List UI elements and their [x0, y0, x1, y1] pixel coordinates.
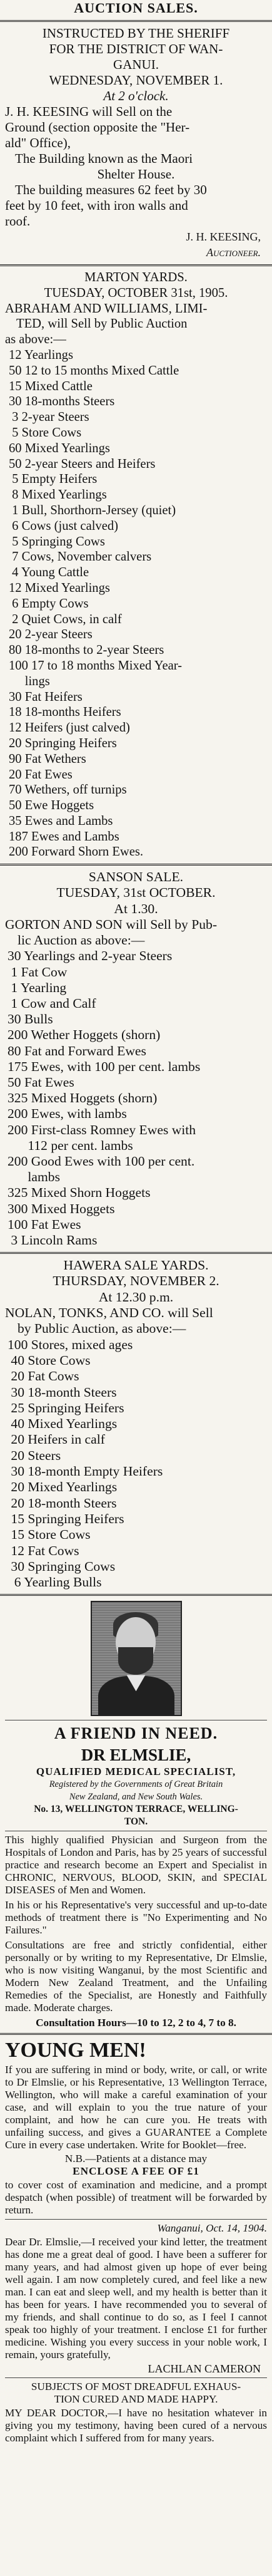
- hawera-intro: NOLAN, TONKS, AND CO. will Sell: [5, 1305, 213, 1321]
- sheriff-body: feet by 10 feet, with iron walls and: [5, 198, 188, 213]
- portrait-image: [91, 1601, 182, 1716]
- hawera-item: 6 Yearling Bulls: [8, 1575, 102, 1590]
- doctor-name: DR ELMSLIE,: [81, 1746, 191, 1765]
- divider: [5, 2219, 267, 2220]
- sheriff-body: J. H. KEESING will Sell on the: [5, 104, 173, 119]
- doctor-registration: Registered by the Governments of Great Britain: [49, 1779, 223, 1790]
- sanson-item: 3 Lincoln Rams: [8, 1232, 98, 1248]
- hawera-list: [5, 1337, 267, 1591]
- divider: [0, 2033, 272, 2035]
- sheriff-body: Shelter House.: [97, 167, 175, 182]
- signature: J. H. KEESING,: [186, 230, 261, 243]
- young-men-note: N.B.—Patients at a distance may: [64, 2153, 208, 2165]
- hawera-item: 20 Steers: [8, 1447, 61, 1463]
- marton-item: 12 Yearlings: [9, 348, 73, 362]
- marton-item: 15 Mixed Cattle: [9, 379, 93, 393]
- marton-item: lings: [9, 674, 50, 688]
- marton-item: 18 18-months Heifers: [9, 705, 121, 720]
- testimonial-letter: MY DEAR DOCTOR,—I have no hesitation whatever in giving you my testimony, having been cured of a nervous complaint which I suffered from for many years.: [5, 2407, 267, 2444]
- young-men-paragraph: to cover cost of examination and medicine, and a prompt despatch (when possible) of treatment will be forwarded by return.: [5, 2179, 267, 2216]
- marton-intro: as above:—: [5, 333, 66, 347]
- sanson-title: SANSON SALE.: [88, 869, 184, 885]
- sanson-item: 112 per cent. lambs: [8, 1137, 133, 1153]
- sanson-item: 200 Wether Hoggets (shorn): [8, 1027, 161, 1043]
- sanson-item: 1 Fat Cow: [8, 964, 68, 980]
- hawera-time: At 12.30 p.m.: [98, 1289, 174, 1305]
- marton-item: 60 Mixed Yearlings: [9, 441, 110, 455]
- marton-date: TUESDAY, OCTOBER 31st, 1905.: [44, 286, 228, 300]
- doctor-ad: [0, 1720, 272, 2029]
- young-men-paragraph: If you are suffering in mind or body, write, or call, or write to Dr Elmslie, or his Representative, 13 Wellington Terrace, Wellington, who will make a careful examination of your case, and will explain to you the true nature of your complaint, and how he can cure you. He treats with unfailing success, and gives a GUARANTEE a Complete Cure in every case undertaken. Write for Booklet—free.: [5, 2064, 267, 2151]
- hawera-item: 30 18-month Empty Heifers: [8, 1464, 163, 1479]
- sheriff-title: INSTRUCTED BY THE SHERIFF: [42, 26, 230, 41]
- marton-intro: TED, will Sell by Public Auction: [16, 317, 188, 331]
- marton-item: 200 Forward Shorn Ewes.: [9, 845, 144, 859]
- marton-item: 20 Fat Ewes: [9, 767, 73, 782]
- marton-item: 8 Mixed Yearlings: [9, 488, 107, 502]
- sheriff-body: The building measures 62 feet by 30: [15, 182, 207, 197]
- sanson-sale: [0, 869, 272, 1248]
- marton-item: 3 2-year Steers: [9, 410, 89, 425]
- doctor-qualifications: QUALIFIED MEDICAL SPECIALIST,: [36, 1766, 236, 1778]
- marton-item: 20 Springing Heifers: [9, 736, 117, 750]
- masthead: AUCTION SALES.: [74, 0, 198, 16]
- sanson-item: lambs: [8, 1169, 60, 1185]
- divider: [0, 264, 272, 266]
- subjects-heading: TION CURED AND MADE HAPPY.: [54, 2393, 218, 2406]
- hawera-item: 100 Stores, mixed ages: [8, 1337, 133, 1352]
- testimonial-letter: Dear Dr. Elmslie,—I received your kind letter, the treatment has done me a great deal of good. I have been a sufferer for many years, and had almost given up hope of ever being well again. I am now completely cured, and feel like a new man. I can eat and sleep well, and my health is better than it has been for years. I have recommended you to several of my friends, and shall continue to do so, as I feel I cannot speak too highly of your treatment. I enclose £1 for further medicine. Wishing you every success in your noble work, I remain, yours gratefully,: [5, 2236, 267, 2361]
- sheriff-sale: [0, 26, 272, 261]
- divider: [0, 1252, 272, 1254]
- hawera-item: 20 Mixed Yearlings: [8, 1479, 118, 1495]
- marton-item: 90 Fat Wethers: [9, 752, 86, 766]
- sanson-item: 200 First-class Romney Ewes with: [8, 1122, 196, 1137]
- marton-item: 5 Empty Heifers: [9, 472, 98, 487]
- sheriff-title: FOR THE DISTRICT OF WAN-: [49, 41, 223, 56]
- hawera-date: THURSDAY, NOVEMBER 2.: [53, 1273, 219, 1289]
- hawera-intro: by Public Auction, as above:—: [18, 1321, 186, 1337]
- marton-item: 50 12 to 15 months Mixed Cattle: [9, 363, 179, 378]
- subjects-heading: SUBJECTS OF MOST DREADFUL EXHAUS-: [31, 2381, 241, 2393]
- hawera-item: 15 Store Cows: [8, 1527, 91, 1543]
- doctor-hours: Consultation Hours—10 to 12, 2 to 4, 7 to 8.: [36, 2017, 236, 2029]
- sanson-item: 50 Fat Ewes: [8, 1074, 74, 1090]
- hawera-item: 40 Store Cows: [8, 1352, 91, 1368]
- marton-title: MARTON YARDS.: [84, 271, 188, 284]
- sheriff-date: WEDNESDAY, NOVEMBER 1.: [49, 73, 223, 88]
- marton-item: 100 17 to 18 months Mixed Year-: [9, 658, 183, 673]
- hawera-title: HAWERA SALE YARDS.: [63, 1258, 209, 1273]
- marton-item: 187 Ewes and Lambs: [9, 829, 119, 844]
- divider: [0, 864, 272, 866]
- hawera-item: 12 Fat Cows: [8, 1543, 79, 1558]
- marton-item: 30 Fat Heifers: [9, 690, 83, 704]
- divider: [0, 1594, 272, 1596]
- marton-item: 6 Empty Cows: [9, 596, 89, 611]
- marton-item: 7 Cows, November calvers: [9, 550, 152, 564]
- sanson-item: 80 Fat and Forward Ewes: [8, 1043, 146, 1058]
- sanson-time: At 1.30.: [114, 901, 158, 916]
- doctor-address: No. 13, WELLINGTON TERRACE, WELLING-: [34, 1804, 238, 1815]
- marton-item: 30 18-months Steers: [9, 395, 115, 409]
- doctor-address: TON.: [124, 1816, 148, 1828]
- hawera-item: 40 Mixed Yearlings: [8, 1416, 118, 1432]
- signature-role: Auctioneer.: [206, 246, 261, 259]
- sanson-item: 175 Ewes, with 100 per cent. lambs: [8, 1058, 201, 1074]
- marton-item: 35 Ewes and Lambs: [9, 814, 113, 828]
- sanson-item: 30 Yearlings and 2-year Steers: [8, 948, 173, 964]
- sheriff-body: ald" Office),: [5, 135, 71, 150]
- hawera-item: 20 Fat Cows: [8, 1368, 79, 1384]
- marton-sale: [0, 270, 272, 860]
- sanson-item: 325 Mixed Hoggets (shorn): [8, 1090, 158, 1106]
- marton-item: 4 Young Cattle: [9, 566, 89, 580]
- doctor-paragraph: This highly qualified Physician and Surgeon from the Hospitals of London and Paris, has by 25 years of successful practice and research become an Expert and Specialist in CHRONIC, NERVOUS, BLOOD, SKIN, and SPECIAL DISEASES of Men and Women.: [5, 1834, 267, 1896]
- marton-item: 50 2-year Steers and Heifers: [9, 457, 156, 471]
- sheriff-title: GANUI.: [113, 57, 159, 72]
- testimonial-signature: LACHLAN CAMERON: [148, 2362, 261, 2376]
- sanson-item: 325 Mixed Shorn Hoggets: [8, 1185, 151, 1201]
- sanson-intro: GORTON AND SON will Sell by Pub-: [5, 916, 218, 932]
- marton-item: 80 18-months to 2-year Steers: [9, 643, 164, 658]
- sanson-intro: lic Auction as above:—: [18, 933, 145, 948]
- marton-item: 12 Mixed Yearlings: [9, 581, 110, 595]
- sanson-item: 30 Bulls: [8, 1011, 53, 1027]
- doctor-registration: New Zealand, and New South Wales.: [69, 1792, 203, 1803]
- marton-item: 1 Bull, Shorthorn-Jersey (quiet): [9, 503, 176, 517]
- sanson-item: 200 Ewes, with lambs: [8, 1106, 127, 1122]
- marton-item: 6 Cows (just calved): [9, 519, 119, 533]
- marton-item: 12 Heifers (just calved): [9, 721, 130, 735]
- young-men-headline: YOUNG MEN!: [5, 2039, 146, 2062]
- young-men-ad: [0, 2039, 272, 2444]
- marton-item: 2 Quiet Cows, in calf: [9, 612, 122, 626]
- sheriff-body: Ground (section opposite the "Her-: [5, 120, 190, 135]
- sheriff-body: The Building known as the Maori: [15, 151, 193, 166]
- sheriff-time: At 2 o'clock.: [103, 88, 169, 103]
- sanson-item: 1 Cow and Calf: [8, 995, 96, 1011]
- hawera-item: 30 18-month Steers: [8, 1384, 117, 1400]
- doctor-paragraph: Consultations are free and strictly confidential, either personally or by writing to my Representative, Dr Elmslie, who is now visiting Wanganui, by the most Scientific and Modern New Zealand Treatment, and the Unfailing Remedies of the Specialist, are Honestly and Faithfully made. Moderate charges.: [5, 1939, 267, 2014]
- sanson-date: TUESDAY, 31st OCTOBER.: [56, 885, 216, 901]
- marton-item: 20 2-year Steers: [9, 628, 93, 642]
- hawera-item: 25 Springing Heifers: [8, 1400, 124, 1415]
- hawera-item: 20 Heifers in calf: [8, 1432, 105, 1447]
- marton-item: 5 Springing Cows: [9, 534, 105, 549]
- hawera-item: 20 18-month Steers: [8, 1495, 117, 1511]
- sanson-item: 1 Yearling: [8, 980, 67, 995]
- sanson-list: [5, 948, 267, 1248]
- sanson-item: 200 Good Ewes with 100 per cent.: [8, 1153, 195, 1169]
- sanson-item: 100 Fat Ewes: [8, 1216, 81, 1232]
- marton-item: 50 Ewe Hoggets: [9, 799, 94, 813]
- letter-date: Wanganui, Oct. 14, 1904.: [157, 2222, 267, 2235]
- marton-item: 70 Wethers, off turnips: [9, 783, 127, 797]
- hawera-sale: [0, 1258, 272, 1590]
- doctor-headline: A FRIEND IN NEED.: [54, 1724, 218, 1743]
- hawera-item: 30 Springing Cows: [8, 1558, 116, 1574]
- sanson-item: 300 Mixed Hoggets: [8, 1201, 115, 1216]
- divider: [0, 20, 272, 22]
- doctor-paragraph: In his or his Representative's very successful and up-to-date methods of treatment there is "No Experimenting and No Failures.": [5, 1899, 267, 1937]
- young-men-fee: ENCLOSE A FEE OF £1: [73, 2165, 199, 2178]
- sheriff-body: roof.: [5, 214, 31, 229]
- marton-list: [5, 348, 267, 860]
- hawera-item: 15 Springing Heifers: [8, 1511, 124, 1526]
- marton-intro: ABRAHAM AND WILLIAMS, LIMI-: [5, 301, 208, 316]
- marton-item: 5 Store Cows: [9, 425, 82, 440]
- divider: [5, 2377, 267, 2378]
